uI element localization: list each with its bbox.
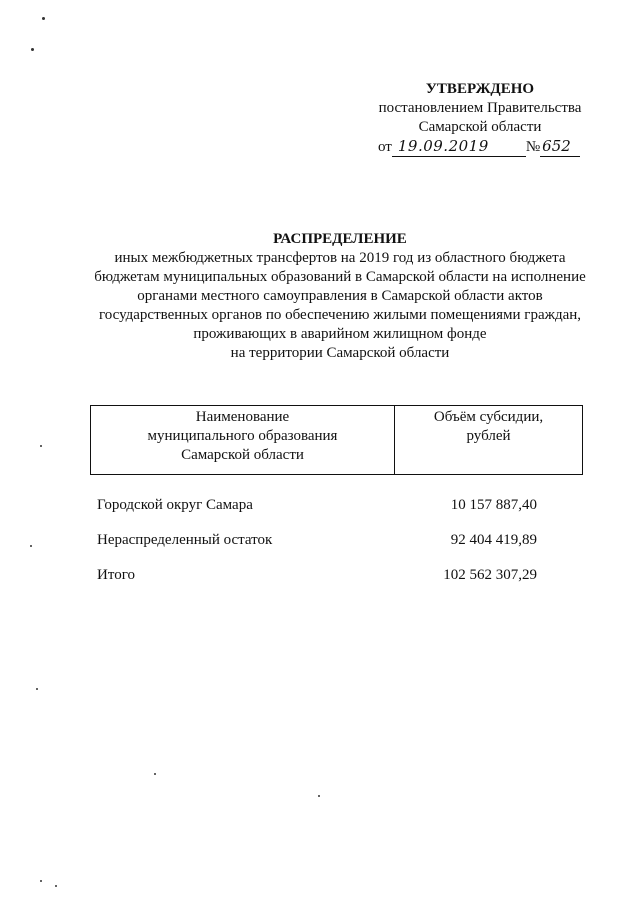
handwritten-number: 652 bbox=[540, 137, 580, 157]
row-value: 10 157 887,40 bbox=[450, 497, 537, 513]
scan-speck bbox=[154, 773, 156, 775]
title-line-4: государственных органов по обеспечению жилыми помещениями граждан, bbox=[98, 307, 582, 323]
document-title-block bbox=[80, 230, 600, 363]
row-value: 92 404 419,89 bbox=[450, 532, 537, 548]
header-municipality-line-3: Самарской области bbox=[181, 447, 304, 463]
approval-date-line bbox=[360, 137, 600, 157]
scan-speck bbox=[31, 48, 34, 51]
scan-speck bbox=[42, 17, 45, 20]
approval-block bbox=[360, 80, 600, 157]
table-row bbox=[97, 530, 557, 550]
number-prefix: № bbox=[525, 139, 541, 155]
header-subsidy-line-2: рублей bbox=[466, 428, 511, 444]
approval-heading: УТВЕРЖДЕНО bbox=[425, 81, 535, 97]
date-prefix: от bbox=[378, 139, 392, 155]
scan-speck bbox=[55, 885, 57, 887]
document-title: РАСПРЕДЕЛЕНИЕ bbox=[273, 231, 407, 247]
row-name: Городской округ Самара bbox=[97, 497, 253, 513]
scan-speck bbox=[30, 545, 32, 547]
title-line-6: на территории Самарской области bbox=[230, 345, 450, 361]
title-line-2: бюджетам муниципальных образований в Самарской области на исполнение bbox=[94, 269, 586, 285]
title-line-3: органами местного самоуправления в Самарской области актов bbox=[137, 288, 543, 304]
approval-line-2: Самарской области bbox=[418, 119, 542, 135]
table-row bbox=[97, 565, 557, 585]
header-municipality-line-2: муниципального образования bbox=[147, 428, 338, 444]
header-subsidy bbox=[395, 406, 583, 475]
header-subsidy-line-1: Объём субсидии, bbox=[433, 409, 544, 425]
title-line-5: проживающих в аварийном жилищном фонде bbox=[193, 326, 487, 342]
handwritten-date: 19.09.2019 bbox=[392, 137, 526, 157]
header-table bbox=[90, 405, 583, 475]
header-municipality-line-1: Наименование bbox=[195, 409, 290, 425]
header-municipality bbox=[91, 406, 395, 475]
title-line-1: иных межбюджетных трансфертов на 2019 год из областного бюджета bbox=[114, 250, 566, 266]
approval-line-1: постановлением Правительства bbox=[378, 100, 582, 116]
scan-speck bbox=[318, 795, 320, 797]
scan-speck bbox=[40, 880, 42, 882]
scan-speck bbox=[40, 445, 42, 447]
scan-speck bbox=[36, 688, 38, 690]
row-name: Итого bbox=[97, 567, 135, 583]
row-name: Нераспределенный остаток bbox=[97, 532, 273, 548]
row-value: 102 562 307,29 bbox=[443, 567, 537, 583]
table-row bbox=[97, 495, 557, 515]
